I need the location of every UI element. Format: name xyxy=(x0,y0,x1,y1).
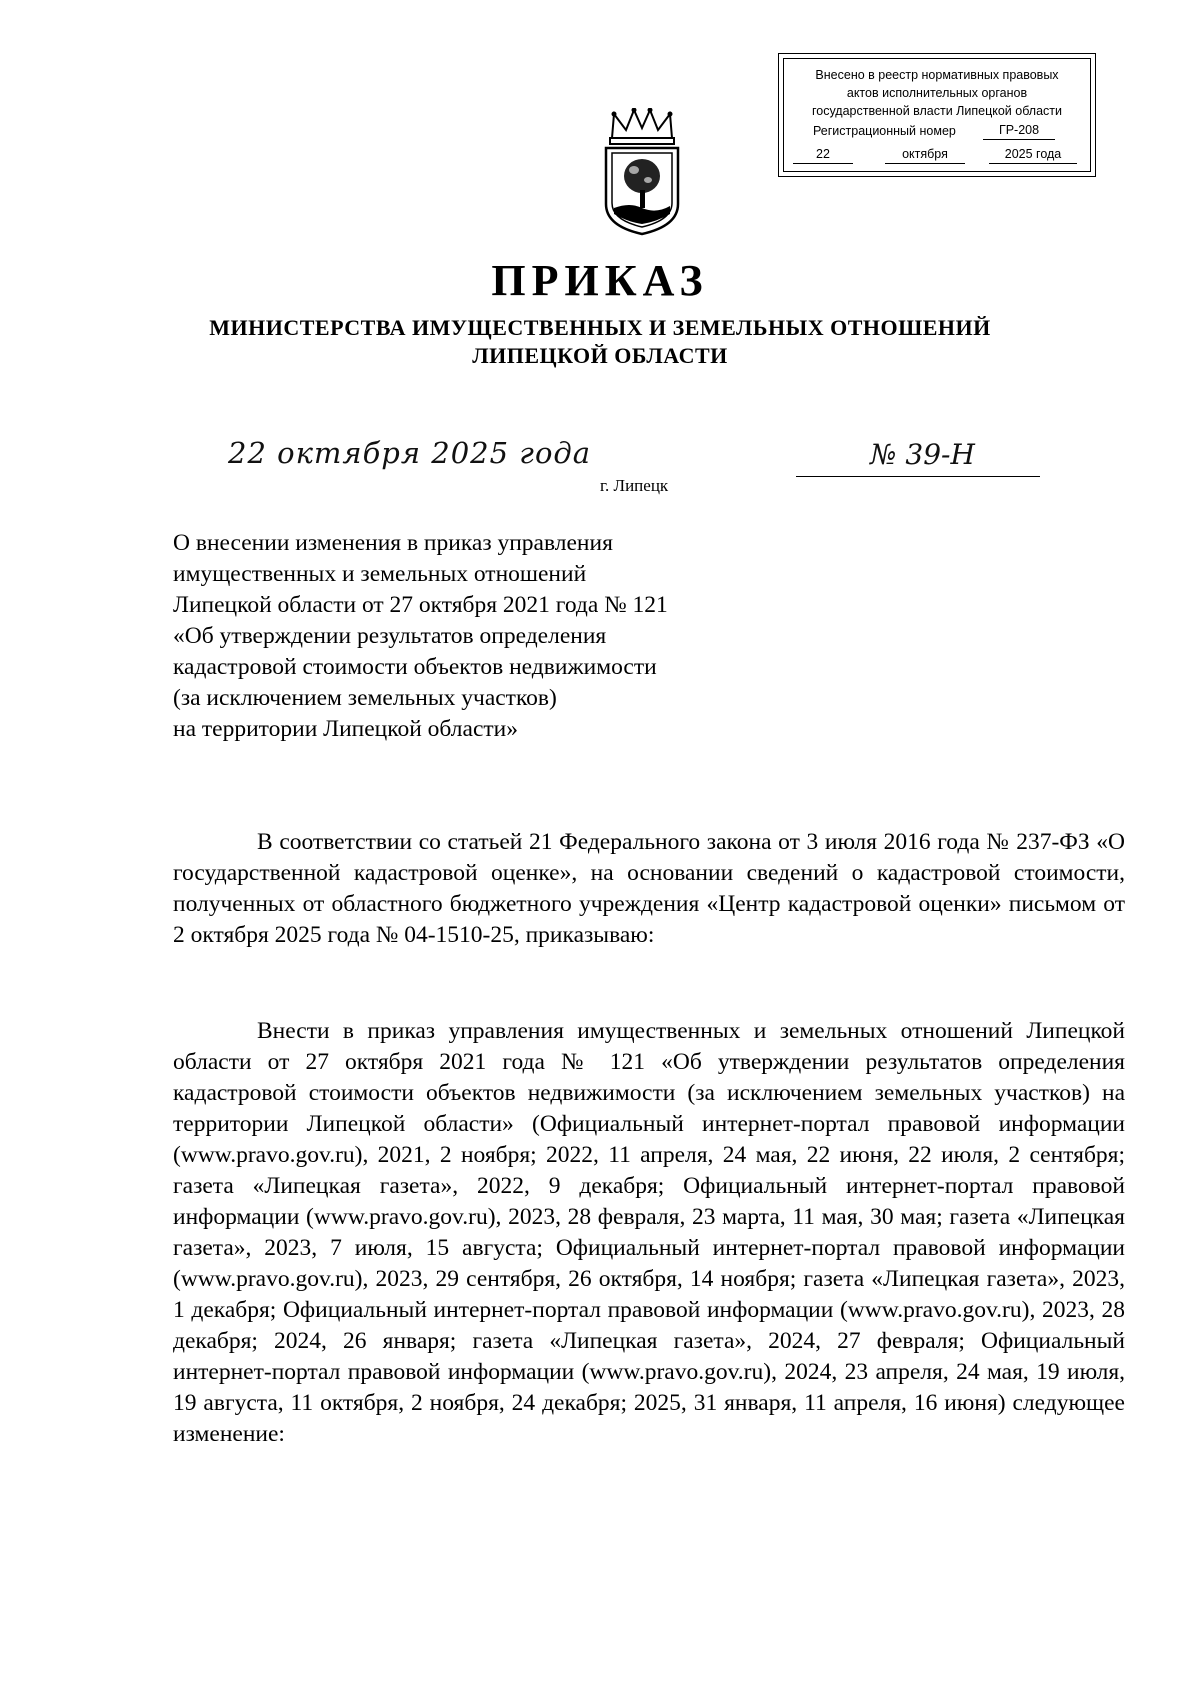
subject-line: имущественных и земельных отношений xyxy=(173,561,587,587)
city-label: г. Липецк xyxy=(600,476,669,495)
coat-of-arms-icon xyxy=(600,108,684,236)
handwritten-number: № 39-Н xyxy=(870,438,975,471)
stamp-line-2: актов исполнительных органов xyxy=(846,86,1028,100)
registry-stamp xyxy=(778,53,1096,177)
stamp-registration-row xyxy=(779,122,1095,142)
document-title: ПРИКАЗ xyxy=(491,256,709,305)
stamp-day: 22 xyxy=(793,146,853,164)
subject-line: Липецкой области от 27 октября 2021 года № 121 xyxy=(173,592,668,618)
paragraph-amendment: Внести в приказ управления имущественных и земельных отношений Липецкой области от 27 октября 2021 года № 121 «Об утверждении результатов определения кадастровой стоимости объектов недвижимости (за исключением земельных участков) на территории Липецкой области» (Официальный интернет-портал правовой информации (www.pravo.gov.ru), 2021, 2 ноября; 2022, 11 апреля, 24 мая, 22 июня, 22 июля, 2 сентября; газета «Липецкая газета», 2022, 9 декабря; Официальный интернет-портал правовой информации (www.pravo.gov.ru), 2023, 28 февраля, 23 марта, 11 мая, 30 мая; газета «Липецкая газета», 2023, 7 июля, 15 августа; Официальный интернет-портал правовой информации (www.pravo.gov.ru), 2023, 29 сентября, 26 октября, 14 ноября; газета «Липецкая газета», 2023, 1 декабря; Официальный интернет-портал правовой информации (www.pravo.gov.ru), 2023, 28 декабря; 2024, 26 января; газета «Липецкая газета», 2024, 27 февраля; Официальный интернет-портал правовой информации (www.pravo.gov.ru), 2024, 23 апреля, 24 мая, 19 июля, 19 августа, 11 октября, 2 ноября, 24 декабря; 2025, 31 января, 11 апреля, 16 июня) следующее изменение: xyxy=(173,1018,1125,1447)
stamp-registration-label: Регистрационный номер xyxy=(813,124,956,138)
subject-line: на территории Липецкой области» xyxy=(173,716,518,742)
stamp-month: октября xyxy=(885,146,965,164)
stamp-line-3: государственной власти Липецкой области xyxy=(811,104,1063,118)
paragraph-preamble: В соответствии со статьей 21 Федерального закона от 3 июля 2016 года № 237-ФЗ «О государственной кадастровой оценке», на основании сведений о кадастровой стоимости, полученных от областного бюджетного учреждения «Центр кадастровой оценки» письмом от 2 октября 2025 года № 04-1510-25, приказываю: xyxy=(173,829,1125,948)
subject-line: кадастровой стоимости объектов недвижимости xyxy=(173,654,657,680)
ministry-line-2: ЛИПЕЦКОЙ ОБЛАСТИ xyxy=(472,343,728,368)
subject-line: (за исключением земельных участков) xyxy=(173,685,557,711)
subject-line: «Об утверждении результатов определения xyxy=(173,623,607,649)
stamp-line-1: Внесено в реестр нормативных правовых xyxy=(815,68,1059,82)
stamp-registration-number: ГР-208 xyxy=(983,122,1055,140)
subject-line: О внесении изменения в приказ управления xyxy=(173,530,613,556)
handwritten-date: 22 октября 2025 года xyxy=(228,436,592,470)
number-underline xyxy=(796,476,1040,477)
document-subject xyxy=(173,528,793,745)
ministry-name xyxy=(0,314,1200,370)
stamp-year: 2025 года xyxy=(989,146,1077,164)
ministry-line-1: МИНИСТЕРСТВА ИМУЩЕСТВЕННЫХ И ЗЕМЕЛЬНЫХ ОТНОШЕНИЙ xyxy=(209,315,991,340)
stamp-date-row xyxy=(779,146,1095,166)
